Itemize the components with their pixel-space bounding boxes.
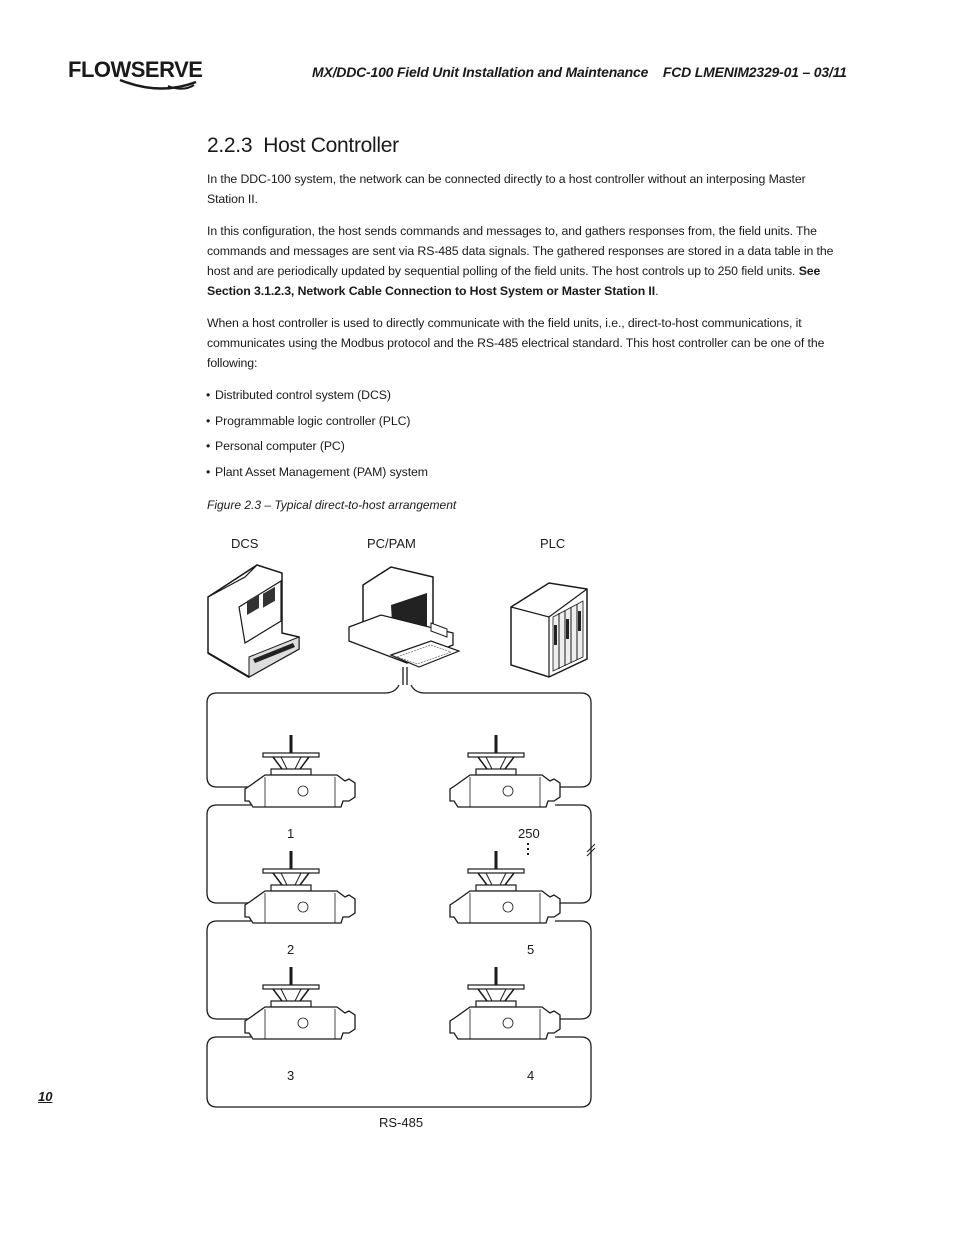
paragraph-1: In the DDC-100 system, the network can be connected directly to a host controller without an interposing Master Station II. (207, 172, 806, 207)
field-unit-icon (245, 851, 355, 923)
unit-label-3: 3 (287, 1068, 295, 1083)
list-item: • Plant Asset Management (PAM) system (207, 462, 837, 482)
paragraph-2 (207, 221, 837, 302)
field-unit-icon (450, 967, 560, 1039)
list-item: • Personal computer (PC) (207, 436, 837, 456)
list-item: • Distributed control system (DCS) (207, 385, 837, 405)
unit-label-5: 5 (527, 942, 535, 957)
direct-to-host-diagram (195, 525, 615, 1145)
dcs-console-icon (208, 565, 299, 677)
field-unit-icon (450, 851, 560, 923)
paragraph-2-end: . (655, 284, 659, 299)
unit-label-1: 1 (287, 826, 295, 841)
field-unit-icon (450, 735, 560, 807)
figure-caption: Figure 2.3 – Typical direct-to-host arrangement (207, 498, 457, 512)
field-unit-icon (245, 735, 355, 807)
dcs-label: DCS (231, 536, 259, 551)
section-reference: See Section 3.1.2.3, Network Cable Connection to Host System or Master Station II (207, 264, 821, 299)
plc-rack-icon (511, 583, 587, 677)
continuation-dots (527, 843, 529, 855)
paragraph-3: When a host controller is used to directly communicate with the field units, i.e., direct-to-host communications, it communicates using the Modbus protocol and the RS-485 electrical standard. This host controller can be one of the following: (207, 315, 825, 371)
pcpam-label: PC/PAM (367, 536, 416, 551)
pc-workstation-icon (349, 567, 459, 667)
document-header-title: MX/DDC-100 Field Unit Installation and Maintenance FCD LMENIM2329-01 – 03/11 (312, 64, 847, 80)
unit-label-250: 250 (518, 826, 540, 841)
unit-label-2: 2 (287, 942, 295, 957)
section-title: 2.2.3 Host Controller (207, 134, 399, 157)
field-unit-icon (245, 967, 355, 1039)
paragraph-2-text: In this configuration, the host sends commands and messages to, and gathers responses from, the field units. The commands and messages are sent via RS-485 data signals. The gathered responses are stored in a data table in the host and are periodically updated by sequential polling of the field units. The host controls up to 250 field units. (207, 223, 834, 279)
rs485-label: RS-485 (379, 1115, 424, 1130)
list-item: • Programmable logic controller (PLC) (207, 411, 837, 431)
host-controller-list (207, 385, 837, 483)
logo-text: FLOWSERVE (68, 57, 203, 82)
page-number: 10 (38, 1089, 53, 1104)
flowserve-logo (68, 52, 208, 98)
plc-label: PLC (540, 536, 566, 551)
body-text (207, 169, 837, 488)
unit-label-4: 4 (527, 1068, 535, 1083)
